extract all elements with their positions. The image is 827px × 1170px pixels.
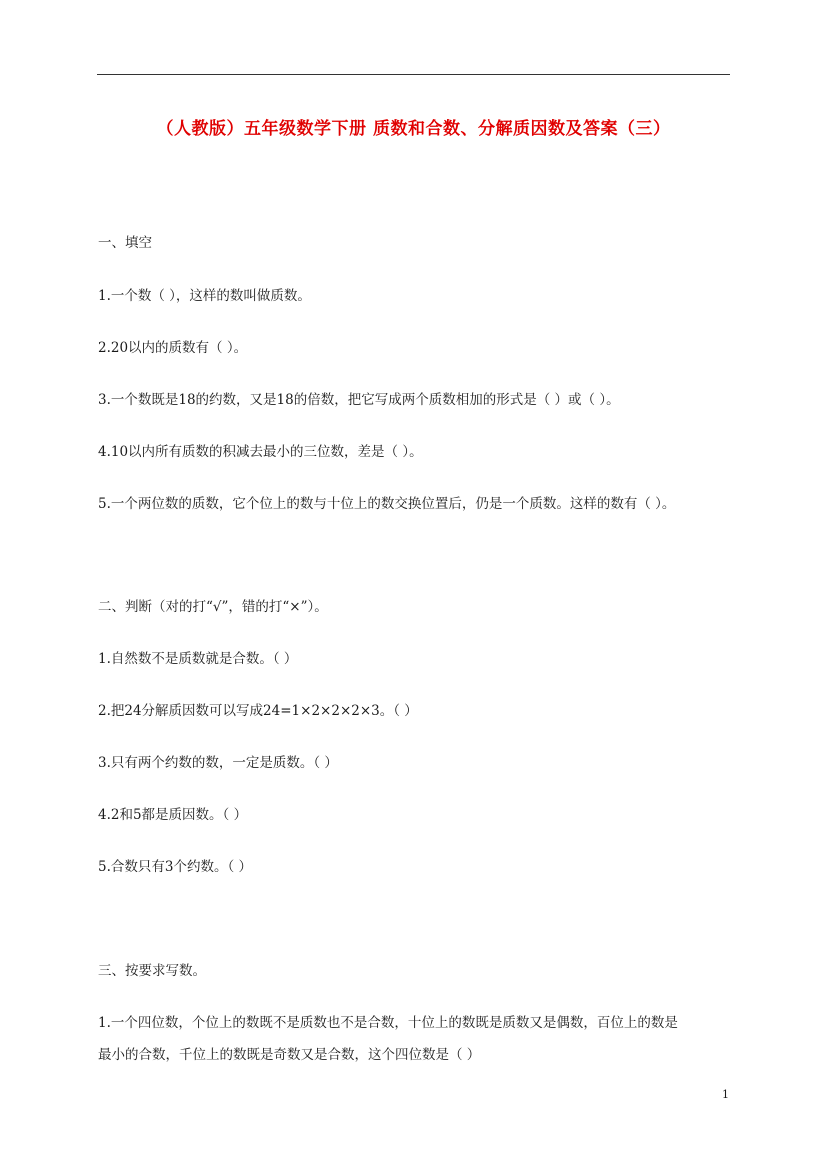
question-item: 1.一个四位数，个位上的数既不是质数也不是合数，十位上的数既是质数又是偶数，百位上的数是 (98, 1015, 678, 1031)
section-heading-write-numbers: 三、按要求写数。 (98, 963, 206, 979)
question-item: 4.2和5都是质因数。（ ） (98, 807, 248, 823)
question-item: 2.把24分解质因数可以写成24=1×2×2×2×3。（ ） (98, 703, 418, 719)
section-heading-fill-blank: 一、填空 (98, 235, 152, 251)
question-item: 3.一个数既是18的约数，又是18的倍数，把它写成两个质数相加的形式是（ ）或（ ）。 (98, 392, 620, 408)
question-item: 4.10以内所有质数的积减去最小的三位数，差是（ ）。 (98, 444, 423, 460)
question-item-continued: 最小的合数，千位上的数既是奇数又是合数，这个四位数是（ ） (98, 1047, 481, 1063)
page-number: 1 (722, 1088, 729, 1101)
question-item: 1.自然数不是质数就是合数。（ ） (98, 651, 298, 667)
document-title: （人教版）五年级数学下册 质数和合数、分解质因数及答案（三） (156, 119, 671, 139)
question-item: 1.一个数（ ），这样的数叫做质数。 (98, 288, 311, 304)
question-item: 2.20以内的质数有（ ）。 (98, 340, 248, 356)
question-item: 5.一个两位数的质数，它个位上的数与十位上的数交换位置后，仍是一个质数。这样的数有（ ）。 (98, 496, 676, 512)
header-rule (97, 74, 730, 75)
question-item: 5.合数只有3个约数。（ ） (98, 859, 253, 875)
section-heading-true-false: 二、判断（对的打“√”，错的打“×”）。 (98, 599, 328, 615)
question-item: 3.只有两个约数的数，一定是质数。（ ） (98, 755, 338, 771)
